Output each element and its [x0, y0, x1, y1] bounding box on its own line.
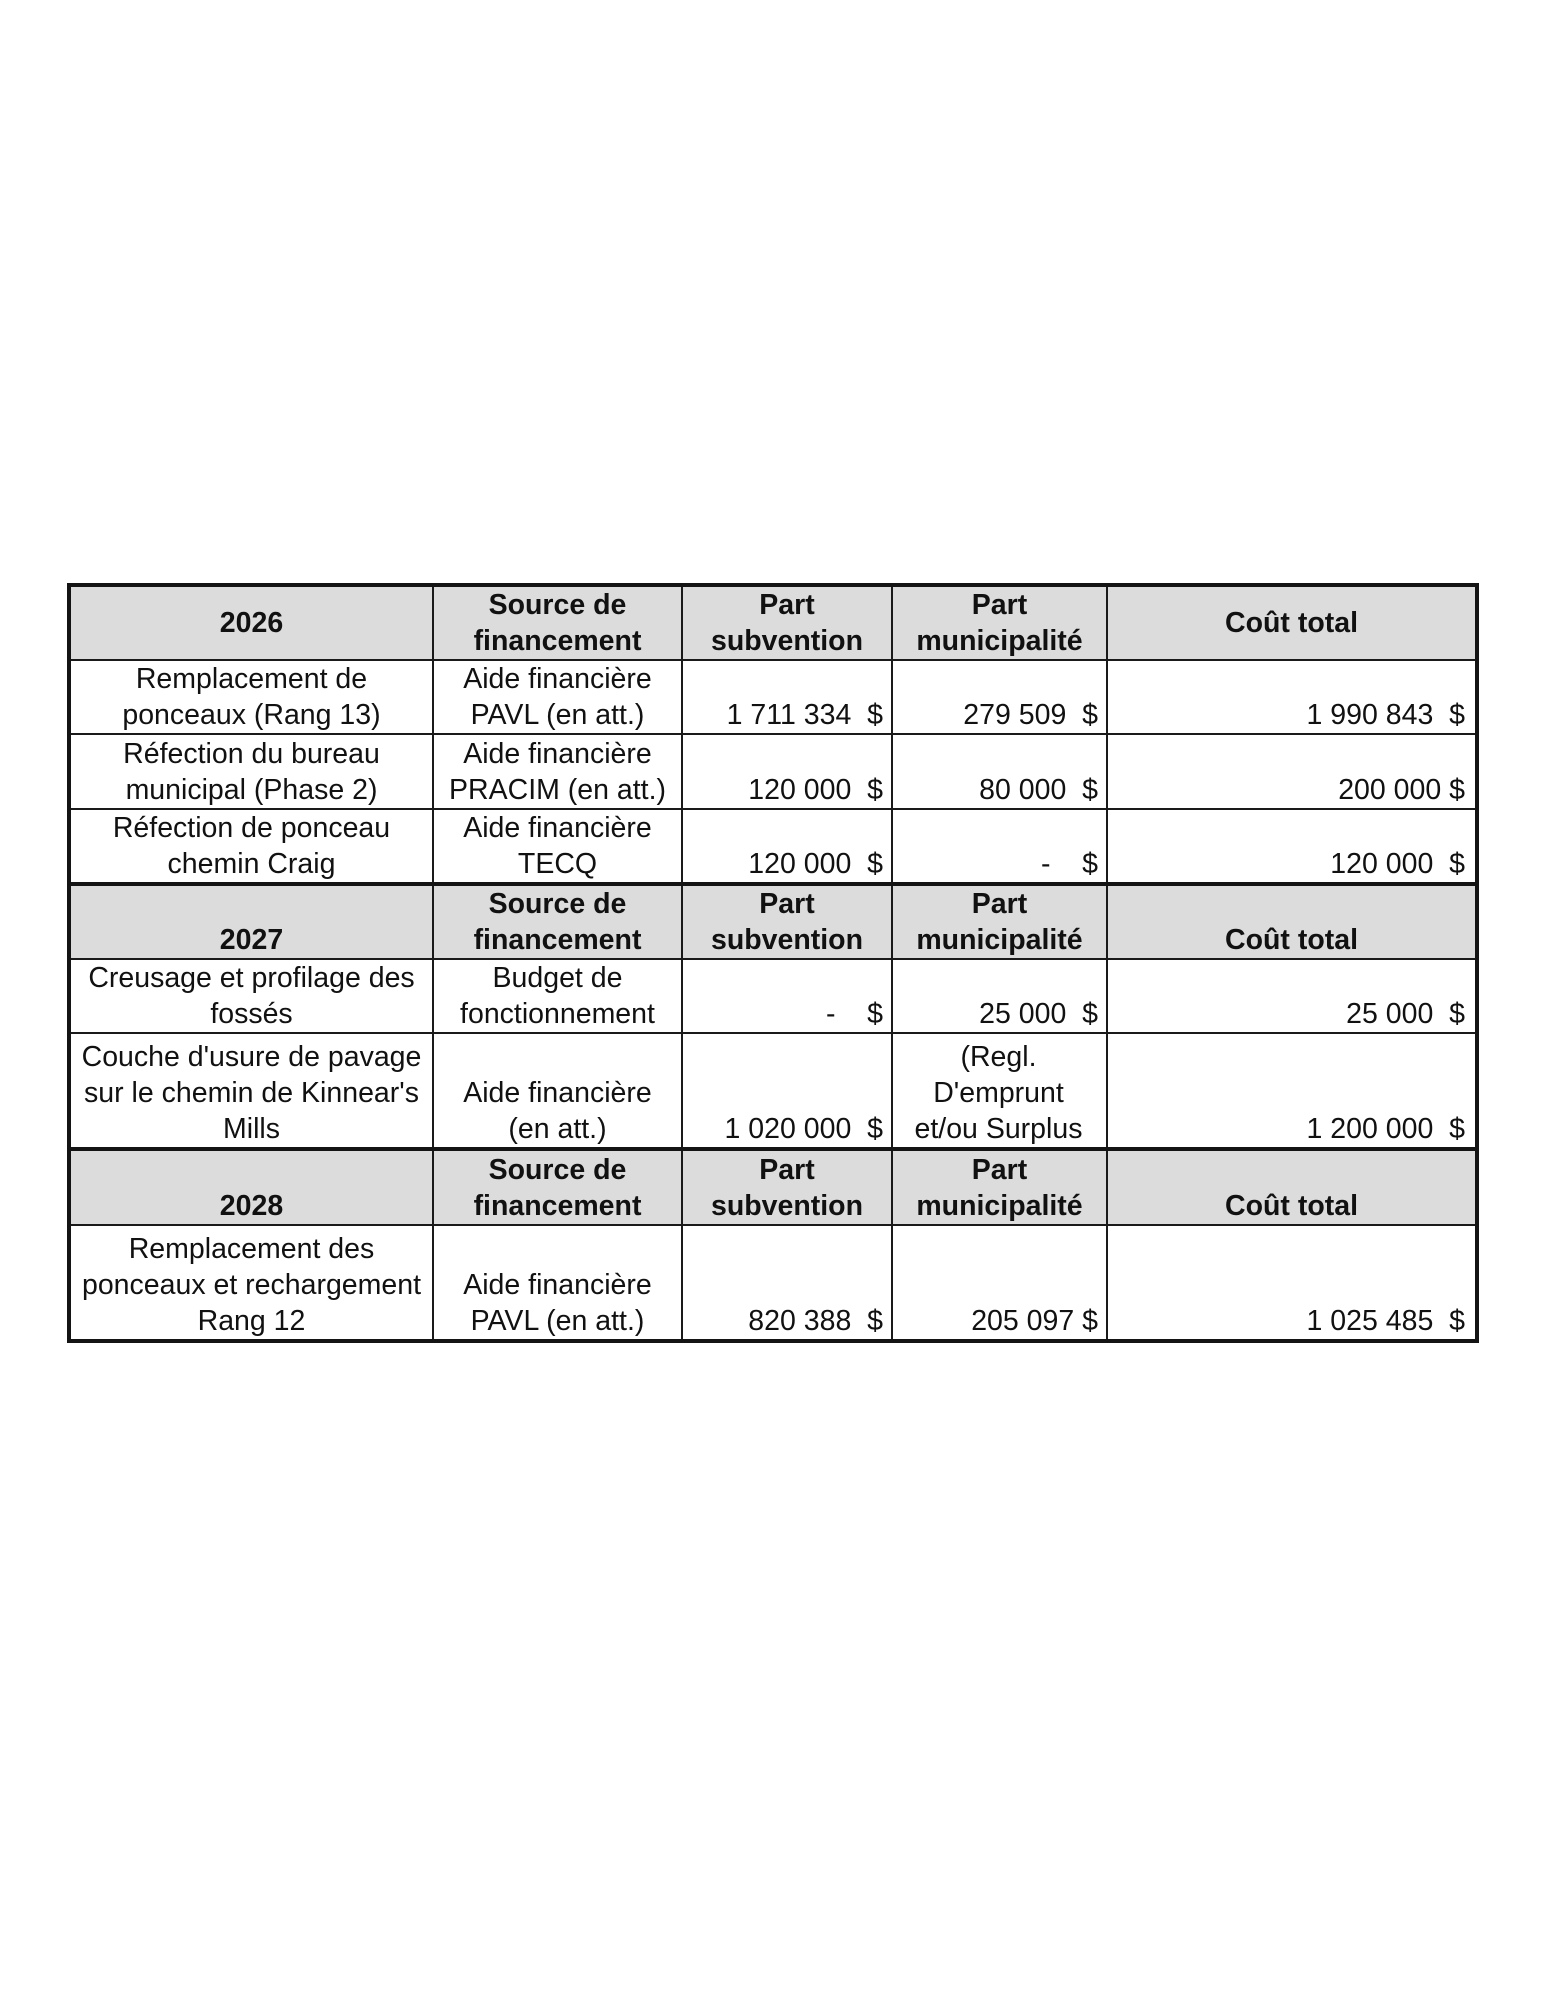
municipal-amount: 25 000 $ — [892, 959, 1107, 1033]
header-total: Coût total — [1107, 585, 1477, 660]
total-amount: 25 000 $ — [1107, 959, 1477, 1033]
header-municipalite: Part municipalité — [892, 585, 1107, 660]
header-row-2027 — [69, 884, 1477, 959]
table-row — [69, 959, 1477, 1033]
funding-source: Aide financière PRACIM (en att.) — [433, 734, 682, 808]
total-amount: 1 025 485 $ — [1107, 1225, 1477, 1341]
municipal-amount: 279 509 $ — [892, 660, 1107, 734]
funding-source: Budget de fonctionnement — [433, 959, 682, 1033]
header-total: Coût total — [1107, 1149, 1477, 1224]
header-total: Coût total — [1107, 884, 1477, 959]
total-amount: 120 000 $ — [1107, 809, 1477, 884]
project-description: Couche d'usure de pavage sur le chemin de Kinnear's Mills — [69, 1033, 433, 1149]
header-source: Source de financement — [433, 884, 682, 959]
header-row-2026 — [69, 585, 1477, 660]
subvention-amount: 1 711 334 $ — [682, 660, 892, 734]
total-amount: 200 000 $ — [1107, 734, 1477, 808]
header-subvention: Part subvention — [682, 884, 892, 959]
project-description: Creusage et profilage des fossés — [69, 959, 433, 1033]
funding-source: Aide financière TECQ — [433, 809, 682, 884]
year-label: 2028 — [69, 1149, 433, 1224]
project-description: Réfection de ponceau chemin Craig — [69, 809, 433, 884]
table-row — [69, 1033, 1477, 1149]
header-municipalite: Part municipalité — [892, 884, 1107, 959]
municipal-amount: (Regl. D'emprunt et/ou Surplus — [892, 1033, 1107, 1149]
municipal-amount: 80 000 $ — [892, 734, 1107, 808]
header-source: Source de financement — [433, 1149, 682, 1224]
subvention-amount: 820 388 $ — [682, 1225, 892, 1341]
subvention-amount: 1 020 000 $ — [682, 1033, 892, 1149]
municipal-amount: 205 097 $ — [892, 1225, 1107, 1341]
table-row — [69, 1225, 1477, 1341]
table-row — [69, 660, 1477, 734]
header-source: Source de financement — [433, 585, 682, 660]
funding-source: Aide financière PAVL (en att.) — [433, 1225, 682, 1341]
table-row — [69, 809, 1477, 884]
header-municipalite: Part municipalité — [892, 1149, 1107, 1224]
funding-source: Aide financière (en att.) — [433, 1033, 682, 1149]
total-amount: 1 200 000 $ — [1107, 1033, 1477, 1149]
header-row-2028 — [69, 1149, 1477, 1224]
total-amount: 1 990 843 $ — [1107, 660, 1477, 734]
funding-source: Aide financière PAVL (en att.) — [433, 660, 682, 734]
project-description: Remplacement de ponceaux (Rang 13) — [69, 660, 433, 734]
municipal-amount: - $ — [892, 809, 1107, 884]
header-subvention: Part subvention — [682, 585, 892, 660]
subvention-amount: 120 000 $ — [682, 809, 892, 884]
year-label: 2027 — [69, 884, 433, 959]
subvention-amount: 120 000 $ — [682, 734, 892, 808]
funding-table — [67, 583, 1479, 1343]
table-row — [69, 734, 1477, 808]
project-description: Réfection du bureau municipal (Phase 2) — [69, 734, 433, 808]
header-subvention: Part subvention — [682, 1149, 892, 1224]
subvention-amount: - $ — [682, 959, 892, 1033]
project-description: Remplacement des ponceaux et rechargement Rang 12 — [69, 1225, 433, 1341]
year-label: 2026 — [69, 585, 433, 660]
